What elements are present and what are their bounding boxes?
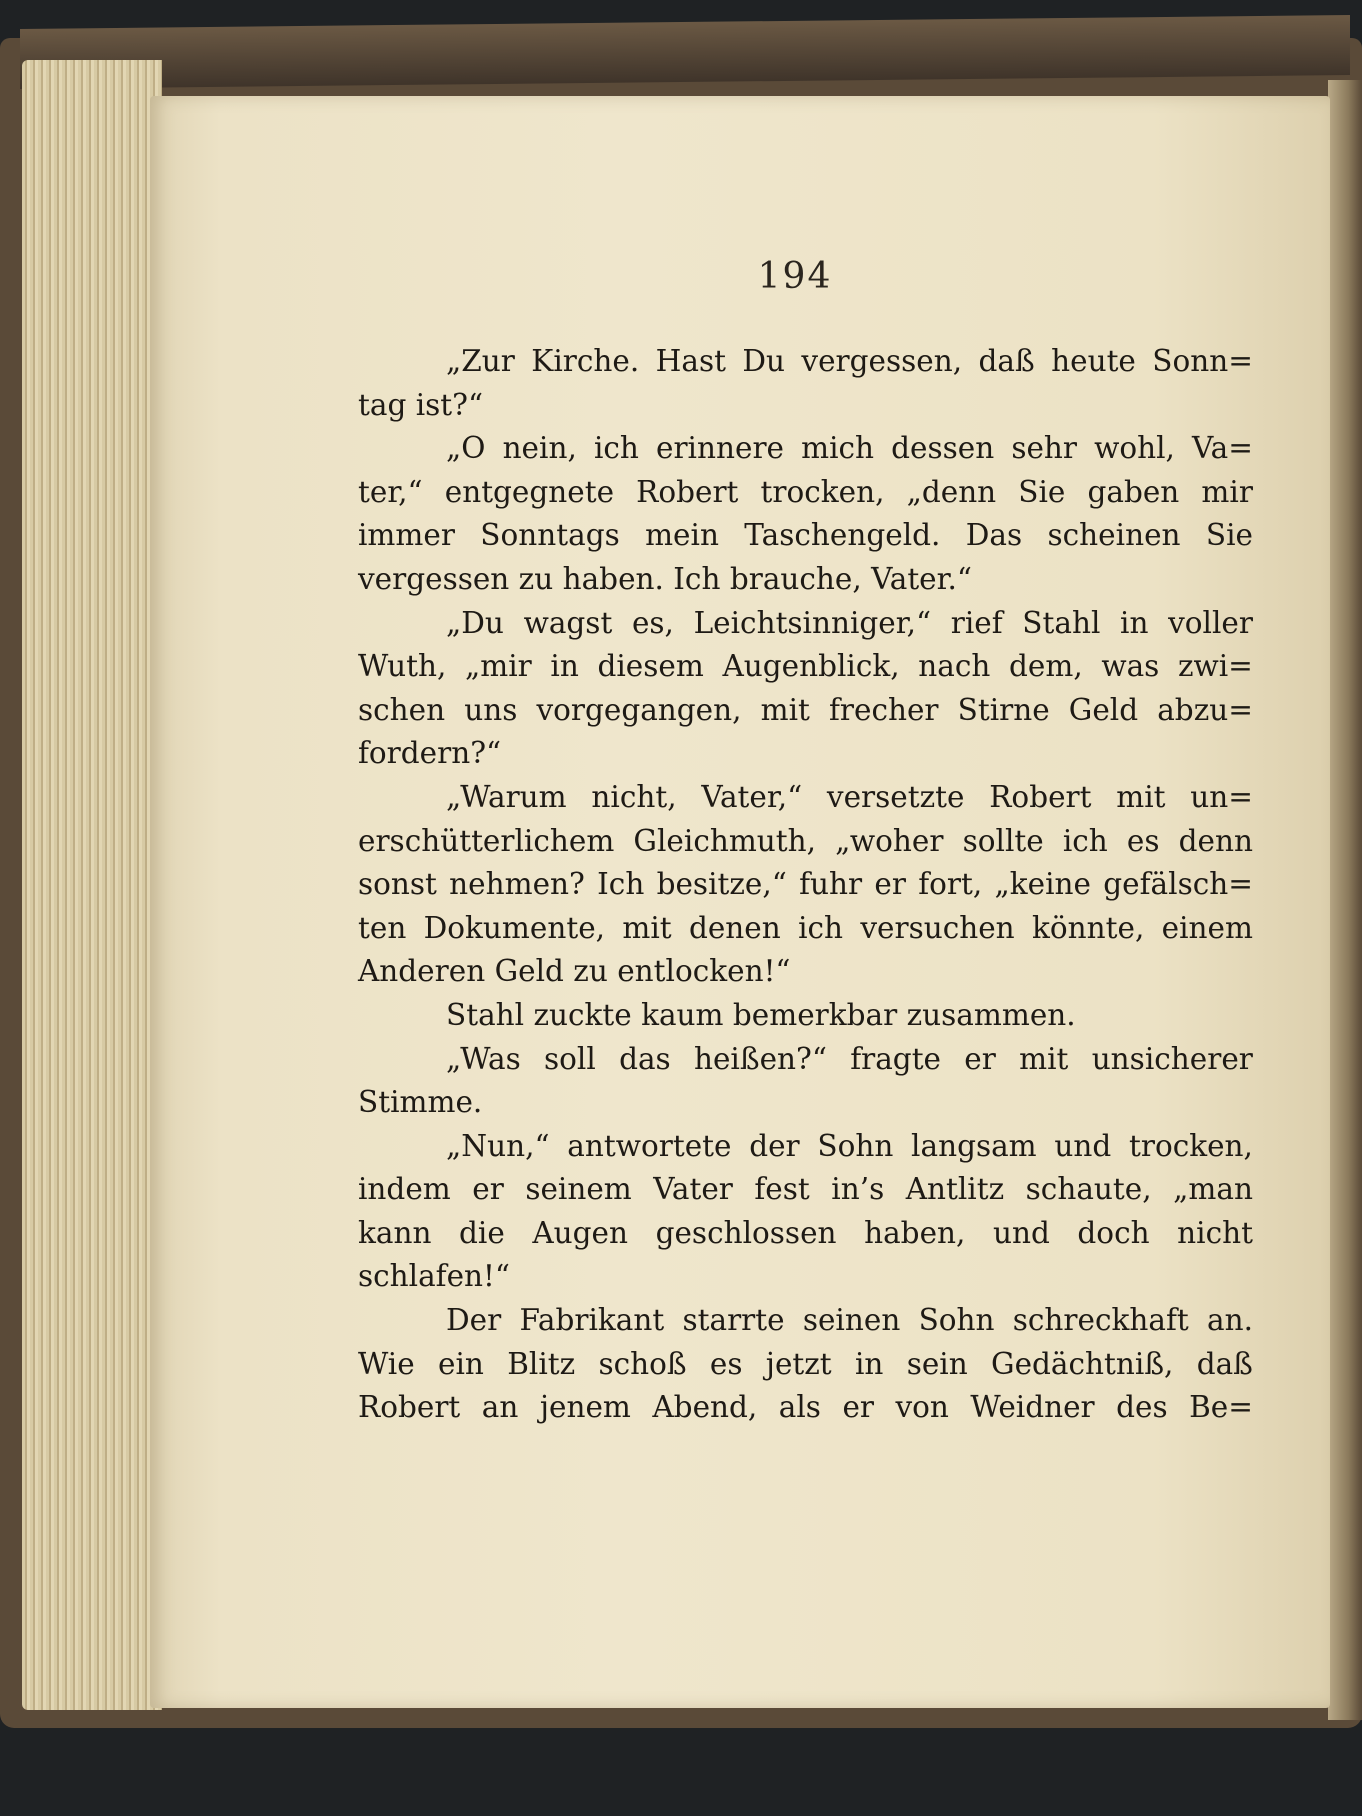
text-word: versetzte (826, 779, 965, 814)
text-word: diesem (597, 649, 704, 684)
text-word: daß (1196, 1346, 1253, 1381)
text-word: Wie (358, 1346, 415, 1381)
text-word: schen (358, 692, 446, 727)
text-word: „keine (994, 867, 1092, 902)
text-word: Sonn= (1152, 344, 1253, 378)
text-word: Sie (1205, 518, 1253, 553)
text-word: Be= (1189, 1390, 1253, 1425)
text-line (358, 427, 1253, 471)
text-word: er (472, 1172, 504, 1207)
text-word: trocken, (760, 474, 885, 509)
text-word: vorgegangen, (536, 692, 742, 727)
text-word: erschütterlichem (358, 823, 615, 858)
text-word: gaben (1087, 474, 1180, 509)
text-line: Stahl zuckte kaum bemerkbar zusammen. (446, 997, 1076, 1032)
text-word: „Warum (446, 779, 567, 814)
text-word: er (842, 1390, 874, 1425)
text-word: fest (754, 1172, 810, 1207)
text-word: das (619, 1041, 671, 1076)
text-word: Taschengeld. (744, 518, 941, 553)
text-word: dessen (891, 431, 995, 466)
text-word: un= (1190, 779, 1253, 814)
text-line (358, 1343, 1253, 1387)
text-word: fragte (850, 1041, 942, 1076)
text-line (358, 514, 1253, 558)
text-word: „Du (446, 605, 504, 640)
text-word: ein (438, 1346, 484, 1381)
text-word: „Nun,“ (446, 1128, 550, 1163)
text-word: entgegnete (444, 474, 615, 509)
text-word: mein (645, 518, 719, 553)
text-word: ter,“ (358, 474, 423, 509)
text-word: erinnere (656, 431, 785, 466)
text-line: vergessen zu haben. Ich brauche, Vater.“ (358, 561, 972, 596)
text-word: „Zur (446, 344, 515, 378)
text-word: Sohn (817, 1128, 894, 1163)
text-word: Abend, (652, 1390, 758, 1425)
text-word: Blitz (507, 1346, 576, 1381)
book-right-edge (1328, 80, 1362, 1720)
text-word: starrte (682, 1303, 785, 1338)
text-word: unsicherer (1091, 1041, 1253, 1076)
text-word: und (1054, 1128, 1112, 1163)
text-word: einem (1161, 910, 1253, 945)
text-word: in (1120, 605, 1149, 640)
text-line (358, 1386, 1253, 1430)
text-word: antwortete (567, 1128, 732, 1163)
text-word: Stirne (957, 692, 1050, 727)
text-word: schoß (598, 1346, 687, 1381)
text-word: soll (544, 1041, 596, 1076)
text-word: fort, (918, 867, 983, 902)
text-word: uns (464, 692, 518, 727)
text-word: Du (742, 344, 786, 378)
text-word: sein (906, 1346, 968, 1381)
text-word: indem (358, 1172, 451, 1207)
text-word: seinem (525, 1172, 632, 1207)
text-word: denen (688, 910, 781, 945)
text-word: als (778, 1390, 821, 1425)
text-word: Geld (1068, 692, 1139, 727)
text-line (358, 340, 1253, 384)
text-word: Dokumente, (423, 910, 606, 945)
text-word: Augen (532, 1215, 629, 1250)
text-word: kann (358, 1215, 432, 1250)
text-word: sehr (1011, 431, 1078, 466)
text-line (358, 820, 1253, 864)
text-word: Robert (358, 1390, 461, 1425)
text-word: haben, (864, 1215, 966, 1250)
body-text (358, 340, 1253, 1430)
text-word: abzu= (1157, 692, 1253, 727)
text-word: ich (798, 910, 844, 945)
text-line (358, 1168, 1253, 1212)
text-line: Anderen Geld zu entlocken!“ (358, 954, 791, 989)
text-word: „woher (835, 823, 944, 858)
text-word: an (481, 1390, 519, 1425)
text-word: gefälsch= (1103, 867, 1253, 902)
text-word: denn (1178, 823, 1253, 858)
text-word: nein, (502, 431, 577, 466)
text-word: wohl, (1094, 431, 1175, 466)
text-word: Fabrikant (519, 1303, 665, 1338)
text-word: sonst (358, 867, 437, 902)
text-word: schaute, (1025, 1172, 1152, 1207)
text-line: fordern?“ (358, 736, 502, 771)
text-word: Augenblick, (722, 649, 900, 684)
text-word: schreckhaft (1012, 1303, 1189, 1338)
text-word: Das (965, 518, 1023, 553)
text-word: Robert (636, 474, 739, 509)
text-word: Leichtsinniger,“ (693, 605, 932, 640)
text-word: jenem (539, 1390, 631, 1425)
page-stack-edges (22, 60, 162, 1710)
text-line (358, 863, 1253, 907)
text-word: „denn (906, 474, 997, 509)
text-word: nicht, (591, 779, 677, 814)
text-word: „man (1173, 1172, 1253, 1207)
text-word: an. (1206, 1303, 1253, 1338)
text-word: trocken, (1128, 1128, 1253, 1163)
text-word: geschlossen (655, 1215, 837, 1250)
text-word: daß (978, 344, 1035, 378)
text-word: der (749, 1128, 800, 1163)
text-word: Weidner (970, 1390, 1095, 1425)
text-word: fuhr (799, 867, 863, 902)
text-word: mit (760, 692, 810, 727)
text-word: die (459, 1215, 505, 1250)
text-word: Robert (989, 779, 1092, 814)
text-word: in (854, 1346, 884, 1381)
text-word: in’s (831, 1172, 885, 1207)
text-word: Ich (597, 867, 645, 902)
text-word: es, (631, 605, 674, 640)
text-word: nehmen? (449, 867, 585, 902)
text-word: mit (1019, 1041, 1069, 1076)
text-word: mich (801, 431, 875, 466)
text-word: könnte, (1032, 910, 1145, 945)
text-word: ich (1062, 823, 1108, 858)
text-line (358, 907, 1253, 951)
text-word: von (895, 1390, 949, 1425)
text-word: ich (593, 431, 639, 466)
text-word: vergessen, (801, 344, 963, 378)
text-word: ten (358, 910, 407, 945)
text-word: des (1116, 1390, 1168, 1425)
text-word: Antlitz (905, 1172, 1005, 1207)
text-line: schlafen!“ (358, 1259, 510, 1294)
text-line (358, 471, 1253, 515)
text-line (358, 776, 1253, 820)
text-word: dem, (1009, 649, 1083, 684)
text-word: und (992, 1215, 1050, 1250)
text-word: „mir (464, 649, 532, 684)
text-word: er (964, 1041, 996, 1076)
text-word: heißen?“ (693, 1041, 827, 1076)
text-word: es (709, 1346, 743, 1381)
text-word: heute (1051, 344, 1136, 378)
text-line (358, 1038, 1253, 1082)
text-word: Sohn (918, 1303, 995, 1338)
text-word: Gedächtniß, (991, 1346, 1174, 1381)
text-word: doch (1077, 1215, 1150, 1250)
text-word: Der (446, 1303, 502, 1338)
text-word: frecher (828, 692, 939, 727)
text-word: Stahl (1022, 605, 1101, 640)
text-line (358, 1125, 1253, 1169)
text-word: zwi= (1177, 649, 1253, 684)
text-word: jetzt (765, 1346, 832, 1381)
text-line (358, 1299, 1253, 1343)
text-word: in (550, 649, 579, 684)
text-word: Sie (1018, 474, 1066, 509)
text-word: Vater,“ (701, 779, 803, 814)
text-word: mit (1116, 779, 1166, 814)
text-word: wagst (523, 605, 613, 640)
text-word: „O (446, 431, 486, 466)
text-line (358, 645, 1253, 689)
text-word: Wuth, (358, 649, 447, 684)
text-word: besitze,“ (656, 867, 787, 902)
text-line: Stimme. (358, 1085, 483, 1120)
text-line (358, 1212, 1253, 1256)
text-word: es (1126, 823, 1160, 858)
text-word: nicht (1177, 1215, 1253, 1250)
text-word: voller (1168, 605, 1253, 640)
text-word: sollte (962, 823, 1044, 858)
text-word: versuchen (860, 910, 1015, 945)
text-word: Gleichmuth, (633, 823, 817, 858)
text-word: was (1101, 649, 1160, 684)
text-word: Sonntags (480, 518, 620, 553)
text-word: er (874, 867, 906, 902)
text-word: Kirche. (531, 344, 640, 378)
text-word: Hast (655, 344, 726, 378)
page-number: 194 (757, 256, 833, 297)
text-word: immer (358, 518, 455, 553)
text-word: rief (950, 605, 1003, 640)
text-word: „Was (446, 1041, 521, 1076)
text-word: langsam (911, 1128, 1037, 1163)
text-word: scheinen (1047, 518, 1181, 553)
text-word: mit (622, 910, 672, 945)
text-line: tag ist?“ (358, 387, 484, 422)
text-line (358, 602, 1253, 646)
text-line (358, 689, 1253, 733)
text-word: Vater (653, 1172, 733, 1207)
text-word: Va= (1192, 431, 1253, 466)
text-word: seinen (802, 1303, 901, 1338)
text-word: mir (1201, 474, 1253, 509)
text-word: nach (918, 649, 991, 684)
